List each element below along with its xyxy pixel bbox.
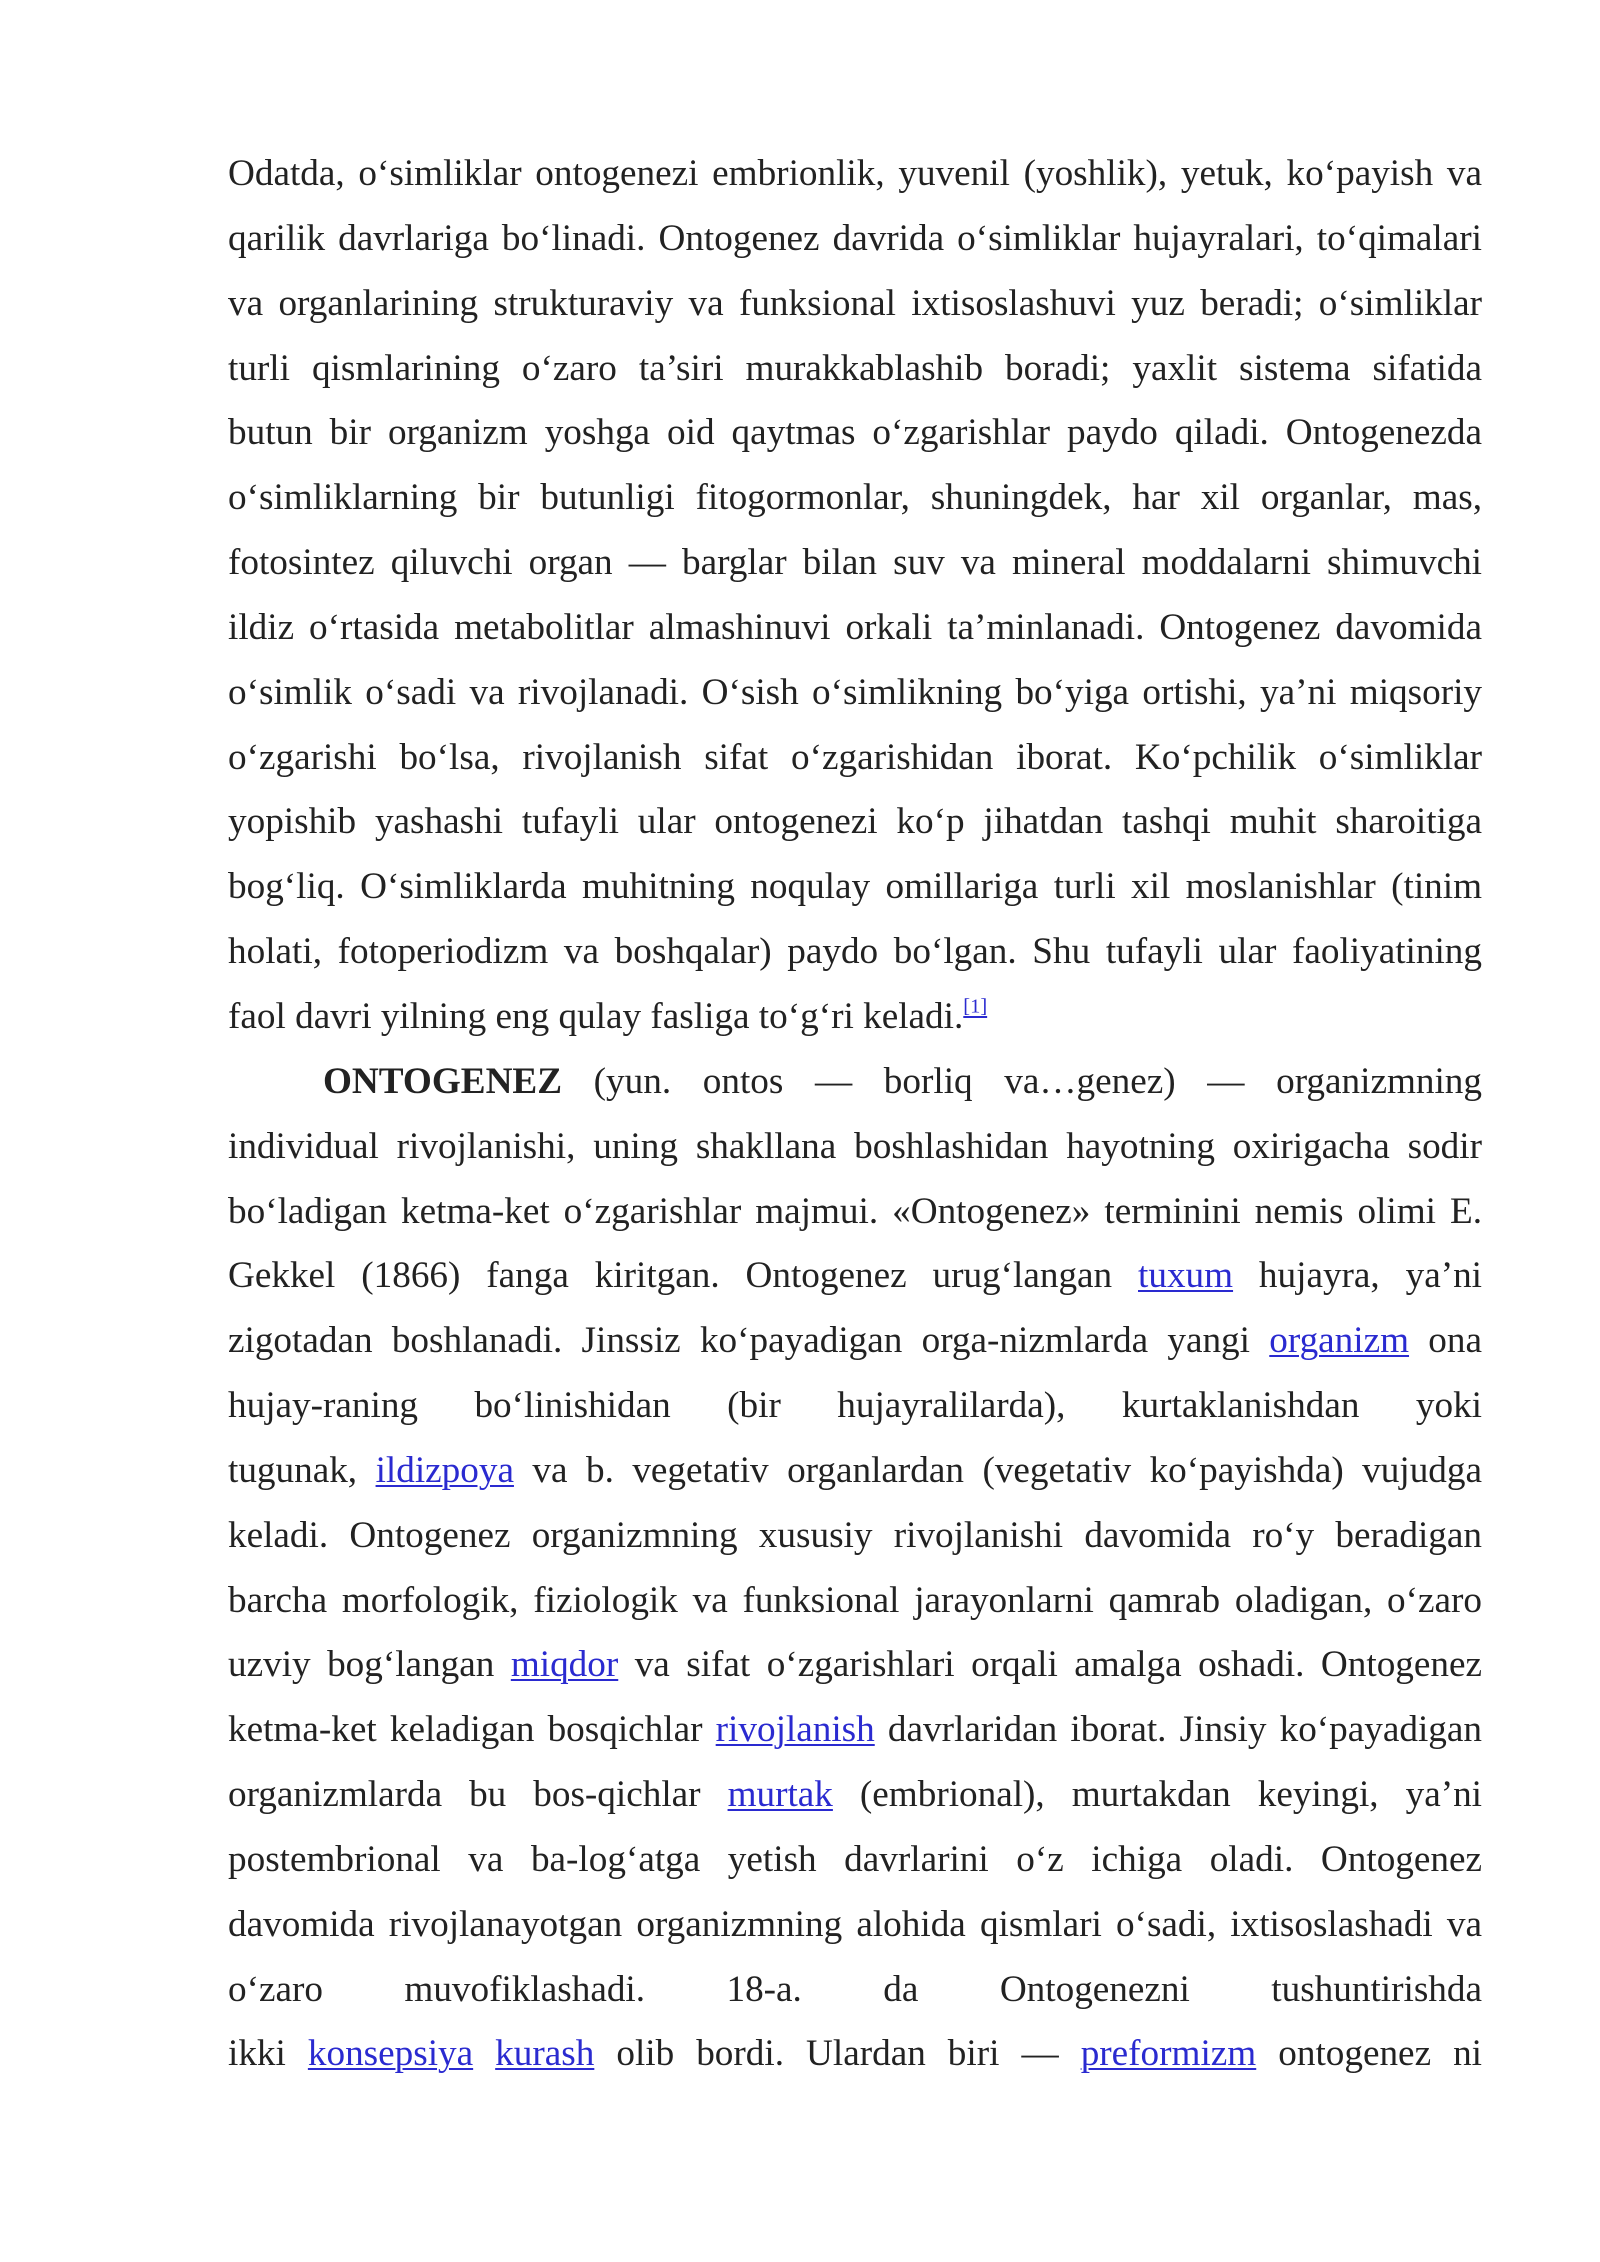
text-line: ildiz o‘rtasida metabolitlar almashinuvi orkali ta’minlanadi. Ontogenez davomida — [228, 606, 1482, 648]
text-line — [228, 1309, 1482, 1374]
link-tuxum[interactable]: tuxum — [1138, 1255, 1234, 1297]
line-text: faol davri yilning eng qulay fasliga to‘g‘ri keladi. — [228, 995, 964, 1037]
line-text: hujayra, ya’ni — [1233, 1255, 1483, 1297]
footnote-link[interactable]: [1] — [963, 995, 988, 1018]
text-line: bog‘liq. O‘simliklarda muhitning noqulay omillariga turli xil moslanishlar (tinim — [228, 866, 1482, 908]
line-text: tugunak, — [228, 1449, 376, 1491]
text-line: davomida rivojlanayotgan organizmning alohida qismlari o‘sadi, ixtisoslashadi va — [228, 1903, 1482, 1945]
link-murtak[interactable]: murtak — [727, 1774, 833, 1816]
footnote-marker — [963, 996, 987, 1018]
text-line: keladi. Ontogenez organizmning xususiy rivojlanishi davomida ro‘y beradigan — [228, 1514, 1482, 1556]
text-line — [228, 1244, 1482, 1309]
text-line — [228, 2022, 1482, 2087]
text-line: va organlarining strukturaviy va funksional ixtisoslashuvi yuz beradi; o‘simliklar — [228, 282, 1482, 324]
line-text: ketma-ket keladigan bosqichlar — [228, 1709, 716, 1751]
term-heading: ONTOGENEZ — [323, 1060, 563, 1102]
line-text: ontogenez ni — [1256, 2033, 1483, 2075]
line-text: davrlaridan iborat. Jinsiy ko‘payadigan — [874, 1709, 1482, 1751]
link-miqdor[interactable]: miqdor — [510, 1644, 619, 1686]
text-line: butun bir organizm yoshga oid qaytmas o‘zgarishlar paydo qiladi. Ontogenezda — [228, 412, 1482, 454]
line-text: Gekkel (1866) fanga kiritgan. Ontogenez urug‘langan — [228, 1255, 1139, 1297]
text-line — [228, 1698, 1482, 1763]
text-line: turli qismlarining o‘zaro ta’siri murakkablashib boradi; yaxlit sistema sifatida — [228, 347, 1482, 389]
line-text: va sifat o‘zgarishlari orqali amalga oshadi. Ontogenez — [618, 1644, 1482, 1686]
document-body — [228, 142, 1482, 2087]
paragraph-ontogenesis-periods — [228, 142, 1482, 1050]
link-organizm[interactable]: organizm — [1269, 1320, 1410, 1362]
text-line: qarilik davrlariga bo‘linadi. Ontogenez davrida o‘simliklar hujayralari, to‘qimalari — [228, 217, 1482, 259]
link-preformizm[interactable]: preformizm — [1080, 2033, 1257, 2075]
text-line: o‘zaro muvofiklashadi. 18-a. da Ontogenezni tushuntirishda — [228, 1968, 1482, 2010]
text-line — [228, 1633, 1482, 1698]
text-line: yopishib yashashi tufayli ular ontogenezi ko‘p jihatdan tashqi muhit sharoitiga — [228, 801, 1482, 843]
line-text: (yun. ontos — borliq va…genez) — organizmning — [562, 1060, 1482, 1102]
text-line: o‘zgarishi bo‘lsa, rivojlanish sifat o‘zgarishidan iborat. Ko‘pchilik o‘simliklar — [228, 736, 1482, 778]
text-line: o‘simlik o‘sadi va rivojlanadi. O‘sish o‘simlikning bo‘yiga ortishi, ya’ni miqsoriy — [228, 671, 1482, 713]
text-line: o‘simliklarning bir butunligi fitogormonlar, shuningdek, har xil organlar, mas, — [228, 477, 1482, 519]
text-line: barcha morfologik, fiziologik va funksional jarayonlarni qamrab oladigan, o‘zaro — [228, 1579, 1482, 1621]
line-text: ona — [1409, 1320, 1482, 1362]
line-text — [473, 2033, 495, 2074]
text-line — [228, 985, 1482, 1050]
line-text: organizmlarda bu bos-qichlar — [228, 1774, 728, 1816]
text-line: Odatda, o‘simliklar ontogenezi embrionlik, yuvenil (yoshlik), yetuk, ko‘payish va — [228, 153, 1482, 194]
text-line — [228, 1439, 1482, 1504]
line-text: va b. vegetativ organlardan (vegetativ ko‘payishda) vujudga — [513, 1449, 1482, 1491]
text-line: hujay-raning bo‘linishidan (bir hujayralilarda), kurtaklanishdan yoki — [228, 1385, 1482, 1427]
text-line: fotosintez qiluvchi organ — barglar bilan suv va mineral moddalarni shimuvchi — [228, 542, 1482, 584]
text-line: postembrional va ba-log‘atga yetish davrlarini o‘z ichiga oladi. Ontogenez — [228, 1838, 1482, 1880]
text-line: bo‘ladigan ketma-ket o‘zgarishlar majmui. «Ontogenez» terminini nemis olimi E. — [228, 1190, 1482, 1232]
text-line — [228, 1050, 1482, 1115]
line-text: (embrional), murtakdan keyingi, ya’ni — [832, 1774, 1483, 1816]
text-line: individual rivojlanishi, uning shakllana boshlashidan hayotning oxirigacha sodir — [228, 1125, 1482, 1167]
link-rivojlanish[interactable]: rivojlanish — [715, 1709, 875, 1751]
line-text: olib bordi. Ulardan biri — — [594, 2033, 1081, 2075]
text-line: holati, fotoperiodizm va boshqalar) paydo bo‘lgan. Shu tufayli ular faoliyatining — [228, 931, 1482, 973]
line-text: ikki — [228, 2033, 308, 2075]
line-text: uzviy bog‘langan — [228, 1644, 511, 1686]
link-konsepsiya[interactable]: konsepsiya — [307, 2033, 474, 2075]
paragraph-ontogenez-definition — [228, 1050, 1482, 2088]
link-kurash[interactable]: kurash — [495, 2033, 595, 2075]
text-line — [228, 1763, 1482, 1828]
line-text: zigotadan boshlanadi. Jinssiz ko‘payadigan orga-nizmlarda yangi — [228, 1320, 1270, 1362]
link-ildizpoya[interactable]: ildizpoya — [375, 1449, 514, 1491]
